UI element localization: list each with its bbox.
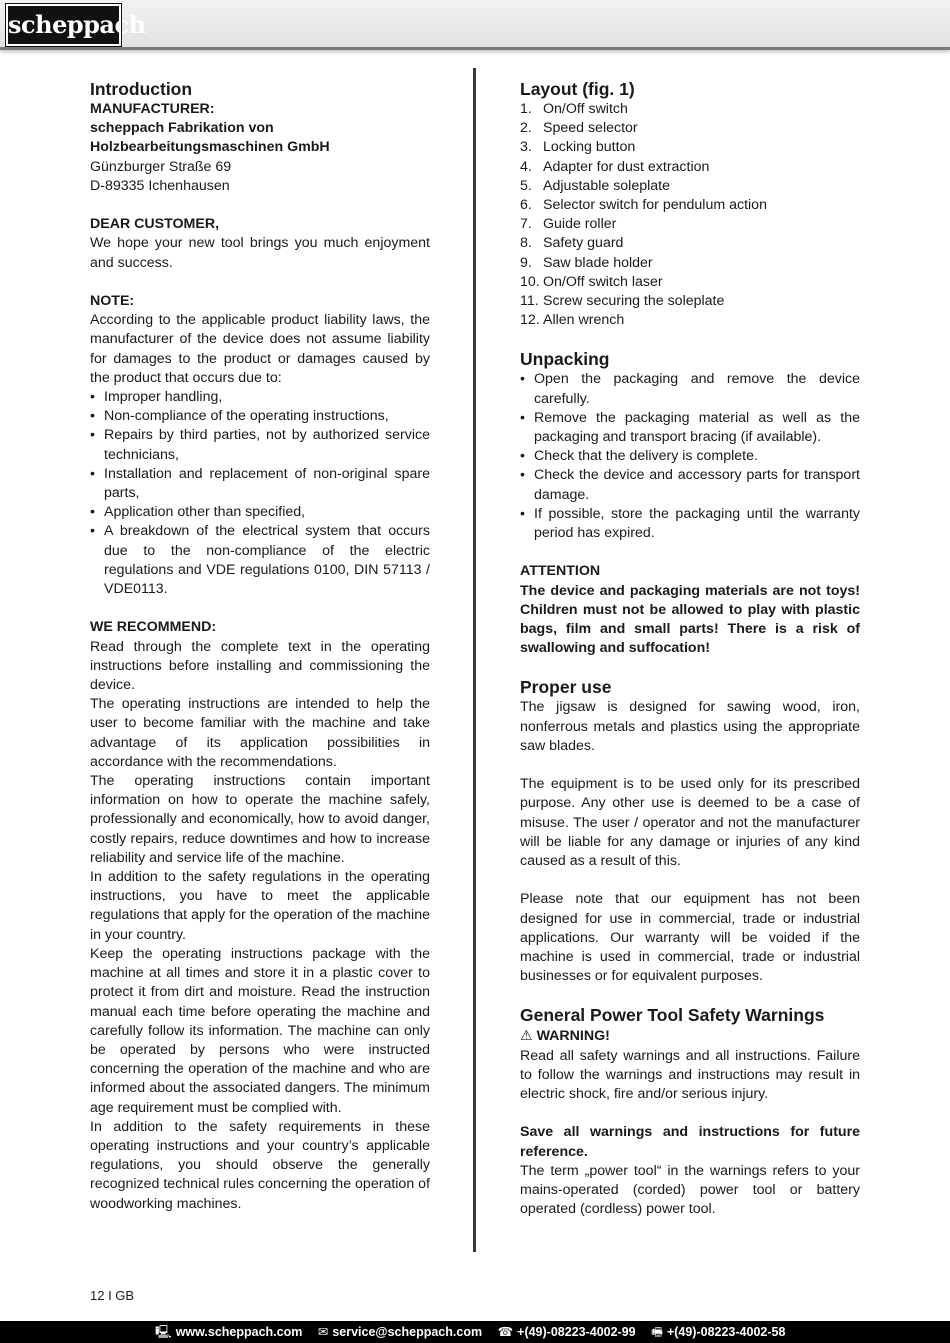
footer-band (0, 1321, 950, 1343)
list-item: • Remove the packaging material as well as the packaging and transport bracing (if available). (520, 409, 860, 447)
manufacturer-name-line-1: scheppach Fabrikation von (90, 120, 274, 137)
header-band (0, 0, 950, 50)
list-item: 6. Selector switch for pendulum action (520, 197, 767, 214)
list-item: • Non-compliance of the operating instructions, (90, 407, 430, 426)
note-text: According to the applicable product liability laws, the manufacturer of the device does not assume liability for damages to the product or damages caused by the product that occurs due to: (90, 312, 430, 386)
right-column (520, 78, 860, 1220)
list-item: 4. Adapter for dust extraction (520, 158, 710, 175)
list-item: 10. On/Off switch laser (520, 273, 663, 290)
list-item: 1. On/Off switch (520, 101, 628, 117)
liability-list (90, 388, 430, 599)
proper-use-paragraph: The equipment is to be used only for its prescribed purpose. Any other use is deemed to be a case of misuse. The user / operator and not the manufacturer will be liable for any damage or injuries of any kind caused as a result of this. (520, 776, 860, 870)
warning-label: ⚠ WARNING! (520, 1027, 610, 1045)
recommend-paragraph: Keep the operating instructions package with the machine at all times and store it in a plastic cover to protect it from dirt and moisture. Read the instruction manual each time before operating the machine and carefully follow its information. The machine can only be operated by persons who were instructed concerning the operation of the machine and who are informed about the associated dangers. The minimum age requirement must be complied with. (90, 945, 430, 1116)
phone-icon: ☎ (497, 1325, 514, 1339)
note-label: NOTE: (90, 293, 135, 309)
footer-fax: 🖷 +(49)-08223-4002-58 (651, 1321, 785, 1343)
list-item: • Improper handling, (90, 388, 430, 407)
email-icon: ✉ (317, 1325, 329, 1339)
safety-warnings-heading: General Power Tool Safety Warnings (520, 1005, 825, 1026)
save-instructions-text: Save all warnings and instructions for future reference. (520, 1124, 860, 1160)
list-item: 3. Locking button (520, 139, 636, 156)
dear-customer-label: DEAR CUSTOMER, (90, 216, 220, 233)
recommend-paragraph: In addition to the safety requirements in these operating instructions and your country’s applicable regulations, you should observe the generally recognized technical rules concerning the operation of woodworking machines. (90, 1118, 430, 1212)
list-item: • Check that the delivery is complete. (520, 447, 860, 466)
address-line-1: Günzburger Straße 69 (90, 158, 232, 175)
list-item: 7. Guide roller (520, 216, 617, 233)
introduction-heading: Introduction (90, 79, 193, 99)
warning-text: Read all safety warnings and all instructions. Failure to follow the warnings and instructions may result in electric shock, fire and/or serious injury. (520, 1047, 860, 1103)
column-divider (473, 68, 476, 1252)
warning-triangle-icon: ⚠ (520, 1027, 533, 1044)
power-tool-term-text: The term „power tool“ in the warnings refers to your mains-operated (corded) power tool or battery operated (cordless) power tool. (520, 1162, 860, 1218)
list-item: 5. Adjustable soleplate (520, 177, 670, 194)
list-item: • Open the packaging and remove the device carefully. (520, 370, 860, 408)
footer-phone[interactable]: ☎ +(49)-08223-4002-99 (498, 1321, 636, 1343)
fax-icon: 🖷 (651, 1325, 663, 1339)
proper-use-paragraph: Please note that our equipment has not been designed for use in commercial, trade or industrial applications. Our warranty will be voided if the machine is used in commercial, trade or industrial businesses or for equivalent purposes. (520, 891, 860, 985)
unpacking-heading: Unpacking (520, 349, 610, 370)
recommend-paragraph: Read through the complete text in the operating instructions before installing and commissioning the device. (90, 638, 430, 694)
list-item: 8. Safety guard (520, 235, 624, 252)
list-item: • If possible, store the packaging until the warranty period has expired. (520, 505, 860, 543)
attention-label: ATTENTION (520, 563, 601, 580)
list-item: • Repairs by third parties, not by authorized service technicians, (90, 426, 430, 464)
list-item: • A breakdown of the electrical system that occurs due to the non-compliance of the electric regulations and VDE regulations 0100, DIN 57113 / VDE0113. (90, 522, 430, 599)
list-item: • Installation and replacement of non-original spare parts, (90, 465, 430, 503)
list-item: 11. Screw securing the soleplate (520, 293, 725, 310)
dear-customer-text: We hope your new tool brings you much enjoyment and success. (90, 235, 430, 271)
footer-email[interactable]: ✉ service@scheppach.com (318, 1321, 482, 1343)
recommend-paragraph: The operating instructions contain important information on how to operate the machine safely, professionally and economically, how to avoid danger, costly repairs, reduce downtimes and how to increase reliability and service life of the machine. (90, 773, 430, 866)
list-item: 9. Saw blade holder (520, 254, 653, 271)
left-column (90, 78, 430, 1214)
manufacturer-label: MANUFACTURER: (90, 101, 215, 117)
list-item: • Check the device and accessory parts for transport damage. (520, 466, 860, 504)
layout-heading: Layout (fig. 1) (520, 79, 635, 99)
proper-use-heading: Proper use (520, 677, 612, 698)
recommend-paragraph: In addition to the safety regulations in the operating instructions, you have to meet the applicable regulations that apply for the operation of the machine in your country. (90, 869, 430, 943)
list-item: 12. Allen wrench (520, 312, 625, 329)
manufacturer-name-line-2: Holzbearbeitungsmaschinen GmbH (90, 139, 330, 156)
page-number: 12 I GB (90, 1288, 135, 1303)
list-item: 2. Speed selector (520, 120, 638, 137)
footer-website[interactable]: 🖳 www.scheppach.com (155, 1321, 302, 1343)
recommend-paragraph: The operating instructions are intended to help the user to become familiar with the machine and take advantage of its application possibilities in accordance with the recommendations. (90, 696, 430, 770)
scheppach-logo: scheppach (6, 4, 121, 46)
we-recommend-label: WE RECOMMEND: (90, 619, 217, 636)
computer-icon: 🖳 (155, 1325, 172, 1339)
list-item: • Application other than specified, (90, 503, 430, 522)
attention-text: The device and packaging materials are not toys! Children must not be allowed to play with plastic bags, film and small parts! There is a risk of swallowing and suffocation! (520, 582, 860, 657)
unpacking-list (520, 370, 860, 543)
layout-list (520, 100, 860, 330)
address-line-2: D-89335 Ichenhausen (90, 177, 230, 194)
proper-use-paragraph: The jigsaw is designed for sawing wood, iron, nonferrous metals and plastics using the appropriate saw blades. (520, 699, 860, 754)
